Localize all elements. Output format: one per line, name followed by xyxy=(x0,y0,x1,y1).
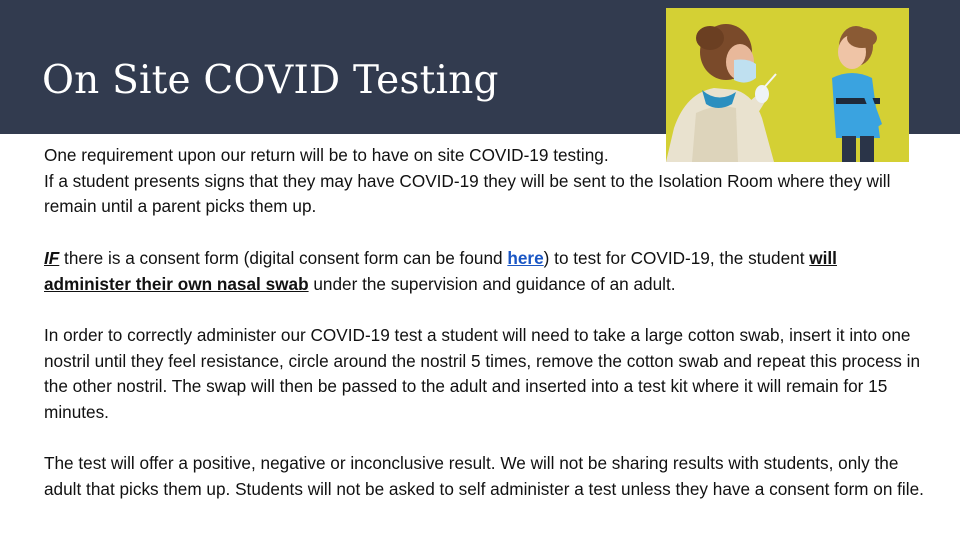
paragraph-procedure: In order to correctly administer our COVID-19 test a student will need to take a large cotton swab, insert it into one nostril until they feel resistance, circle around the nostril 5 times, remove the cotton swab and repeat this process in the other nostril. The swap will then be passed to the adult and inserted into a test kit where it will remain for 15 minutes. xyxy=(44,324,921,422)
photo-illustration xyxy=(666,8,909,162)
slide-title: On Site COVID Testing xyxy=(42,58,499,103)
consent-form-link[interactable]: here xyxy=(507,247,544,268)
paragraph-results: The test will offer a positive, negative or inconclusive result. We will not be sharing results with students, only the adult that picks them up. Students will not be asked to self administer a test unless they have a consent form on file. xyxy=(44,453,924,500)
spacer xyxy=(44,426,924,452)
requirement-text: One requirement upon our return will be to have on site COVID-19 testing. xyxy=(44,145,609,165)
spacer xyxy=(44,297,924,323)
paragraph-consent xyxy=(44,246,924,297)
paragraph-requirement xyxy=(44,143,924,220)
consent-text-c: under the supervision and guidance of an adult. xyxy=(308,273,676,294)
covid-test-photo xyxy=(666,8,909,162)
spacer xyxy=(44,220,924,246)
slide-body xyxy=(44,143,924,503)
consent-text-a: there is a consent form (digital consent form can be found xyxy=(59,247,508,268)
consent-text-b: ) to test for COVID-19, the student xyxy=(543,247,810,268)
isolation-text: If a student presents signs that they may have COVID-19 they will be sent to the Isolation Room where they will remain until a parent picks them up. xyxy=(44,170,891,217)
self-swab-emphasis: will administer their own nasal swab xyxy=(44,247,837,294)
if-emphasis: IF xyxy=(44,247,60,268)
